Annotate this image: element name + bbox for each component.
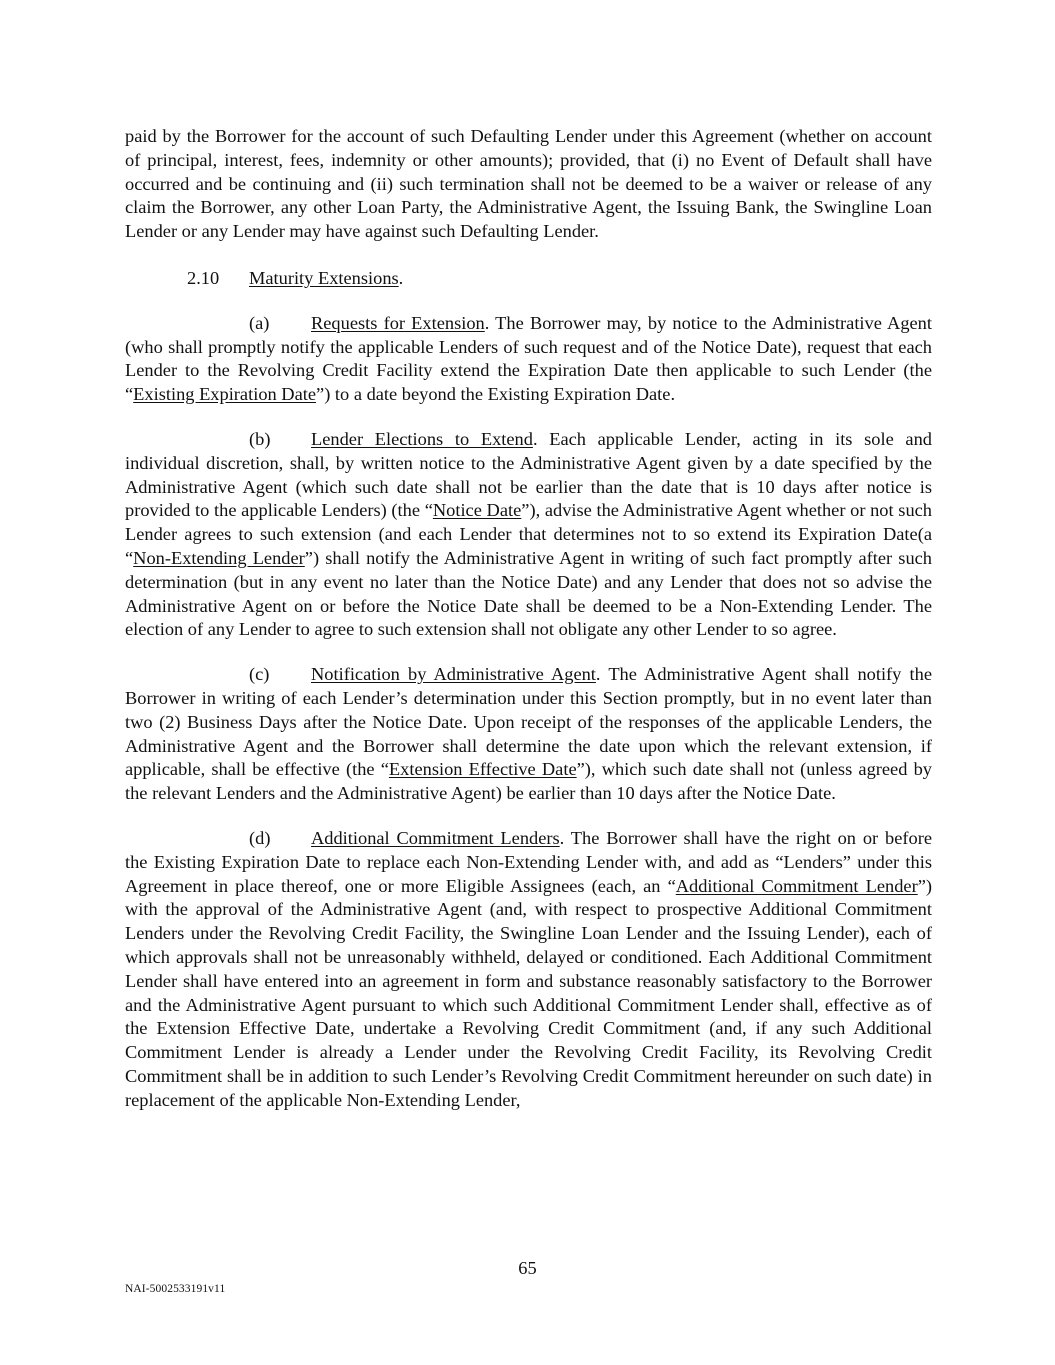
section-title-suffix: . <box>398 267 404 288</box>
subsection-d-label: (d) <box>249 827 271 848</box>
subsection-a <box>125 312 932 407</box>
subsection-c-text-1: . The Administrative Agent shall notify the Borrower in writing of each Lender’s determination under this Section promptly, but in no event later than two (2) Business Days after the Notice Date. Upon receipt of the responses of the applicable Lenders, the Administrative Agent and the Borrower shall determine the date upon which the relevant extension, if applicable, shall be effective (the “ <box>125 664 932 780</box>
subsection-d-text-2: ”) with the approval of the Administrative Agent (and, with respect to prospective Additional Commitment Lenders under the Revolving Credit Facility, the Swingline Loan Lender and the Issuing Lender), each of which approvals shall not be unreasonably withheld, delayed or conditioned. Each Additional Commitment Lender shall have entered into an agreement in form and substance reasonably satisfactory to the Borrower and the Administrative Agent pursuant to which such Additional Commitment Lender shall, effective as of the Extension Effective Date, undertake a Revolving Credit Commitment (and, if any such Additional Commitment Lender is already a Lender under the Revolving Credit Facility, its Revolving Credit Commitment shall be in addition to such Lender’s Revolving Credit Commitment hereunder on such date) in replacement of the applicable Non-Extending Lender, <box>125 875 932 1110</box>
subsection-b-title: Lender Elections to Extend <box>311 428 533 449</box>
subsection-b-text-1: . Each applicable Lender, acting in its sole and individual discretion, shall, by written notice to the Administrative Agent given by a date specified by the Administrative Agent (which such date shall not be earlier than the date that is 10 days after notice is provided to the applicable Lenders) (the “ <box>125 428 932 521</box>
document-page <box>125 125 932 1133</box>
subsection-d-text-1: . The Borrower shall have the right on or before the Existing Expiration Date to replace each Non-Extending Lender with, and add as “Lenders” under this Agreement in place thereof, one or more Eligible Assignees (each, an “ <box>125 827 932 896</box>
subsection-b <box>125 428 932 642</box>
subsection-b-text-2: ”), advise the Administrative Agent whether or not such Lender agrees to such extension (and each Lender that determines not to so extend its Expiration Date(a “ <box>125 500 932 568</box>
defined-term-notice-date: Notice Date <box>432 500 522 521</box>
subsection-b-text-3: ”) shall notify the Administrative Agent in writing of such fact promptly after such determination (but in any event no later than the Notice Date) and any Lender that does not so advise the Administrative Agent on or before the Notice Date shall be deemed to be a Non-Extending Lender. The election of any Lender to agree to such extension shall not obligate any other Lender to so agree. <box>125 547 932 640</box>
subsection-c <box>125 663 932 806</box>
section-heading <box>125 267 932 291</box>
document-id: NAI-5002533191v11 <box>125 1283 226 1295</box>
subsection-d-title: Additional Commitment Lenders <box>311 827 560 848</box>
subsection-b-label: (b) <box>249 428 271 449</box>
subsection-a-title: Requests for Extension <box>311 312 485 333</box>
page-number: 65 <box>518 1258 537 1278</box>
subsection-a-text-1: . The Borrower may, by notice to the Administrative Agent (who shall promptly notify the applicable Lenders of such request and of the Notice Date), request that each Lender to the Revolving Credit Facility extend the Expiration Date then applicable to such Lender (the “ <box>125 312 932 405</box>
subsection-d <box>125 827 932 1113</box>
subsection-a-label: (a) <box>249 312 270 333</box>
defined-term-additional-commitment-lender: Additional Commitment Lender <box>675 875 918 896</box>
defined-term-extension-effective-date: Extension Effective Date <box>388 759 577 780</box>
defined-term-existing-expiration-date: Existing Expiration Date <box>133 384 317 405</box>
subsection-c-label: (c) <box>249 664 270 685</box>
subsection-c-text-2: ”), which such date shall not (unless agreed by the relevant Lenders and the Administrative Agent) be earlier than 10 days after the Notice Date. <box>125 759 932 804</box>
subsection-c-title: Notification by Administrative Agent <box>311 664 596 685</box>
defined-term-non-extending-lender: Non-Extending Lender <box>133 547 305 568</box>
intro-paragraph: paid by the Borrower for the account of such Defaulting Lender under this Agreement (whether on account of principal, interest, fees, indemnity or other amounts); provided, that (i) no Event of Default shall have occurred and be continuing and (ii) such termination shall not be deemed to be a waiver or release of any claim the Borrower, any other Loan Party, the Administrative Agent, the Issuing Bank, the Swingline Loan Lender or any Lender may have against such Defaulting Lender. <box>125 126 932 242</box>
section-title: Maturity Extensions <box>249 267 399 288</box>
subsection-a-text-2: ”) to a date beyond the Existing Expiration Date. <box>316 384 676 405</box>
section-number: 2.10 <box>187 267 220 288</box>
